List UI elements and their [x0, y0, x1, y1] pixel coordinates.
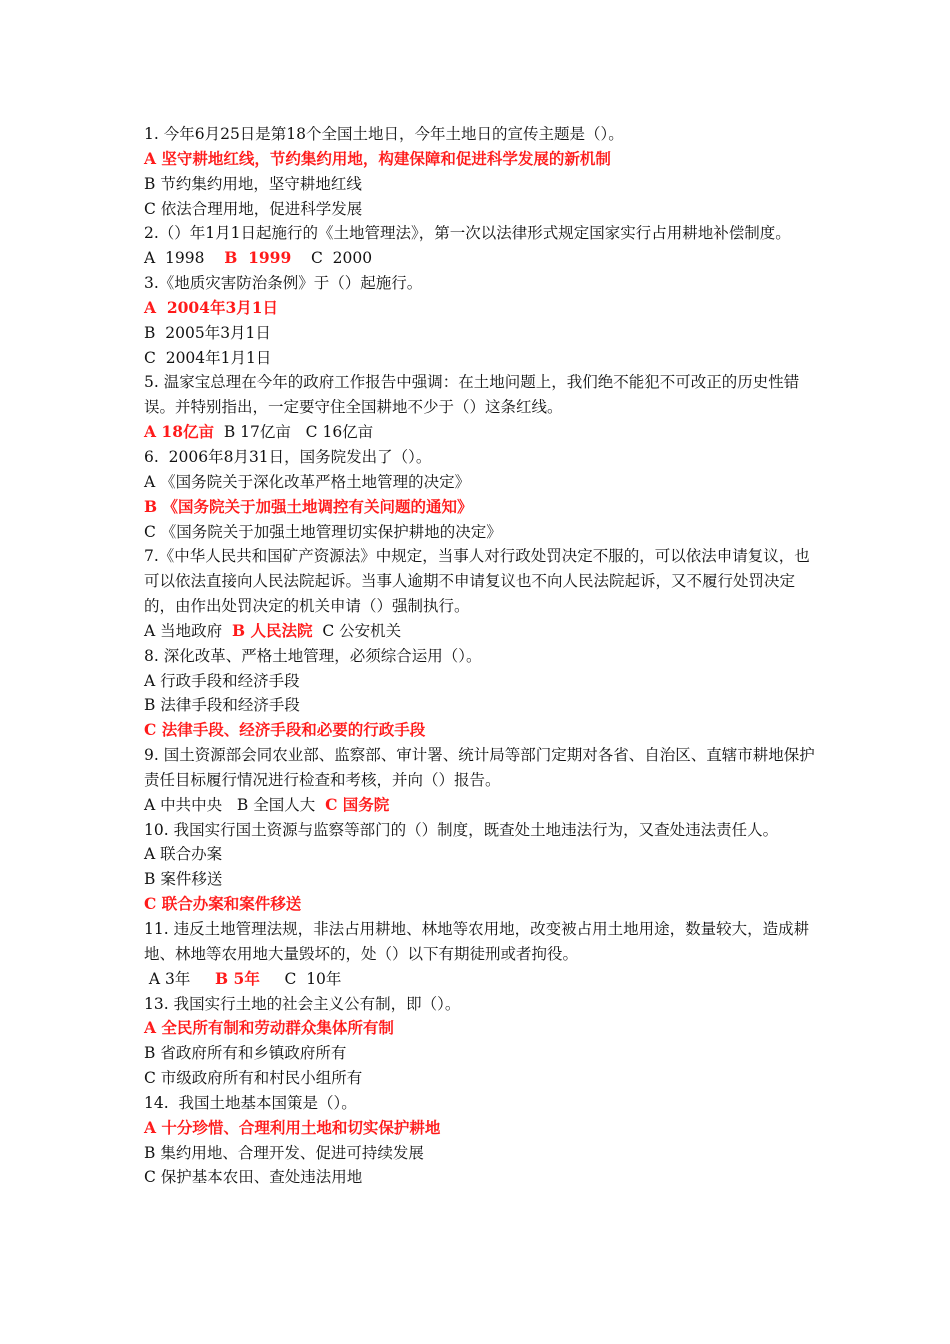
text-line [144, 445, 824, 470]
body-text: 6. 2006年8月31日，国务院发出了（）。 [144, 447, 432, 466]
answer-text: A 坚守耕地红线，节约集约用地，构建保障和促进科学发展的新机制 [144, 148, 611, 168]
body-text: C 2004年1月1日 [144, 348, 272, 367]
text-line [144, 793, 824, 818]
body-text: C 2000 [291, 249, 373, 268]
body-text: C 《国务院关于加强土地管理切实保护耕地的决定》 [144, 522, 502, 541]
text-line [144, 271, 824, 296]
text-line [144, 1141, 824, 1166]
answer-text: C 联合办案和案件移送 [144, 894, 302, 914]
answer-text: B 1999 [224, 248, 292, 268]
text-line [144, 842, 824, 867]
body-text: 11. 违反土地管理法规，非法占用耕地、林地等农用地，改变被占用土地用途，数量较大，造成耕地、林地等农用地大量毁坏的，处（）以下有期徒刑或者拘役。 [144, 920, 810, 963]
body-text: C 保护基本农田、查处违法用地 [144, 1168, 363, 1187]
answer-text: B 《国务院关于加强土地调控有关问题的通知》 [144, 496, 473, 516]
body-text: 8. 深化改革、严格土地管理，必须综合运用（）。 [144, 646, 482, 665]
body-text: 14. 我国土地基本国策是（）。 [144, 1093, 357, 1112]
text-line [144, 520, 824, 545]
text-line [144, 1041, 824, 1066]
answer-text: A 全民所有制和劳动群众集体所有制 [144, 1018, 394, 1038]
text-line [144, 1016, 824, 1041]
text-line [144, 892, 824, 917]
text-line [144, 172, 824, 197]
text-line [144, 495, 824, 520]
text-line [144, 221, 824, 246]
body-text: B 节约集约用地，坚守耕地红线 [144, 174, 362, 193]
text-line [144, 867, 824, 892]
text-line [144, 818, 824, 843]
text-line [144, 992, 824, 1017]
body-text: A 《国务院关于深化改革严格土地管理的决定》 [144, 472, 471, 491]
text-line [144, 147, 824, 172]
body-text: C 公安机关 [312, 621, 402, 640]
text-line [144, 246, 824, 271]
body-text: A 1998 [144, 249, 225, 268]
text-line [144, 718, 824, 743]
answer-text: A 18亿亩 [144, 422, 214, 442]
text-line [144, 967, 824, 992]
body-text: A 中共中央 B 全国人大 [144, 795, 326, 814]
answer-text: C 法律手段、经济手段和必要的行政手段 [144, 720, 426, 740]
text-line [144, 346, 824, 371]
text-line [144, 693, 824, 718]
text-line [144, 917, 824, 967]
body-text: A 3年 [144, 969, 216, 988]
answer-text: B 5年 [215, 968, 260, 988]
text-line [144, 544, 824, 619]
body-text: 2.（）年1月1日起施行的《土地管理法》，第一次以法律形式规定国家实行占用耕地补偿制度。 [144, 224, 791, 243]
body-text: C 市级政府所有和村民小组所有 [144, 1069, 363, 1088]
body-text: A 行政手段和经济手段 [144, 671, 300, 690]
body-text: 13. 我国实行土地的社会主义公有制，即（）。 [144, 994, 461, 1013]
answer-text: B 人民法院 [231, 620, 313, 640]
text-line [144, 321, 824, 346]
body-text: 1. 今年6月25日是第18个全国土地日，今年土地日的宣传主题是（）。 [144, 125, 624, 143]
text-line [144, 296, 824, 321]
body-text: B 省政府所有和乡镇政府所有 [144, 1044, 347, 1063]
text-line [144, 644, 824, 669]
body-text: 7.《中华人民共和国矿产资源法》中规定，当事人对行政处罚决定不服的，可以依法申请复议，也可以依法直接向人民法院起诉。当事人逾期不申请复议也不向人民法院起诉，又不履行处罚决定的，由作出处罚决定的机关申请（）强制执行。 [144, 547, 810, 616]
text-line [144, 1116, 824, 1141]
text-line [144, 619, 824, 644]
body-text: 10. 我国实行国土资源与监察等部门的（）制度，既查处土地违法行为，又查处违法责任人。 [144, 820, 779, 839]
body-text: A 当地政府 [144, 621, 232, 640]
body-text: A 联合办案 [144, 845, 223, 864]
text-line [144, 370, 824, 420]
text-line [144, 669, 824, 694]
text-line [144, 743, 824, 793]
answer-text: A 十分珍惜、合理利用土地和切实保护耕地 [144, 1117, 441, 1137]
document-body [144, 122, 824, 1190]
text-line [144, 122, 824, 147]
body-text: C 10年 [259, 969, 342, 988]
answer-text: A 2004年3月1日 [144, 297, 279, 317]
text-line [144, 1165, 824, 1190]
body-text: 3.《地质灾害防治条例》于（）起施行。 [144, 274, 423, 293]
body-text: 9. 国土资源部会同农业部、监察部、审计署、统计局等部门定期对各省、自治区、直辖市耕地保护责任目标履行情况进行检查和考核，并向（）报告。 [144, 746, 815, 789]
body-text: C 依法合理用地，促进科学发展 [144, 199, 363, 218]
text-line [144, 197, 824, 222]
text-line [144, 1091, 824, 1116]
body-text: B 2005年3月1日 [144, 323, 271, 342]
body-text: B 集约用地、合理开发、促进可持续发展 [144, 1143, 424, 1162]
body-text: B 17亿亩 C 16亿亩 [214, 423, 374, 442]
text-line [144, 420, 824, 445]
body-text: 5. 温家宝总理在今年的政府工作报告中强调：在土地问题上，我们绝不能犯不可改正的历史性错误。并特别指出，一定要守住全国耕地不少于（）这条红线。 [144, 373, 800, 417]
text-line [144, 470, 824, 495]
answer-text: C 国务院 [325, 794, 390, 814]
text-line [144, 1066, 824, 1091]
body-text: B 法律手段和经济手段 [144, 696, 300, 715]
body-text: B 案件移送 [144, 870, 223, 889]
